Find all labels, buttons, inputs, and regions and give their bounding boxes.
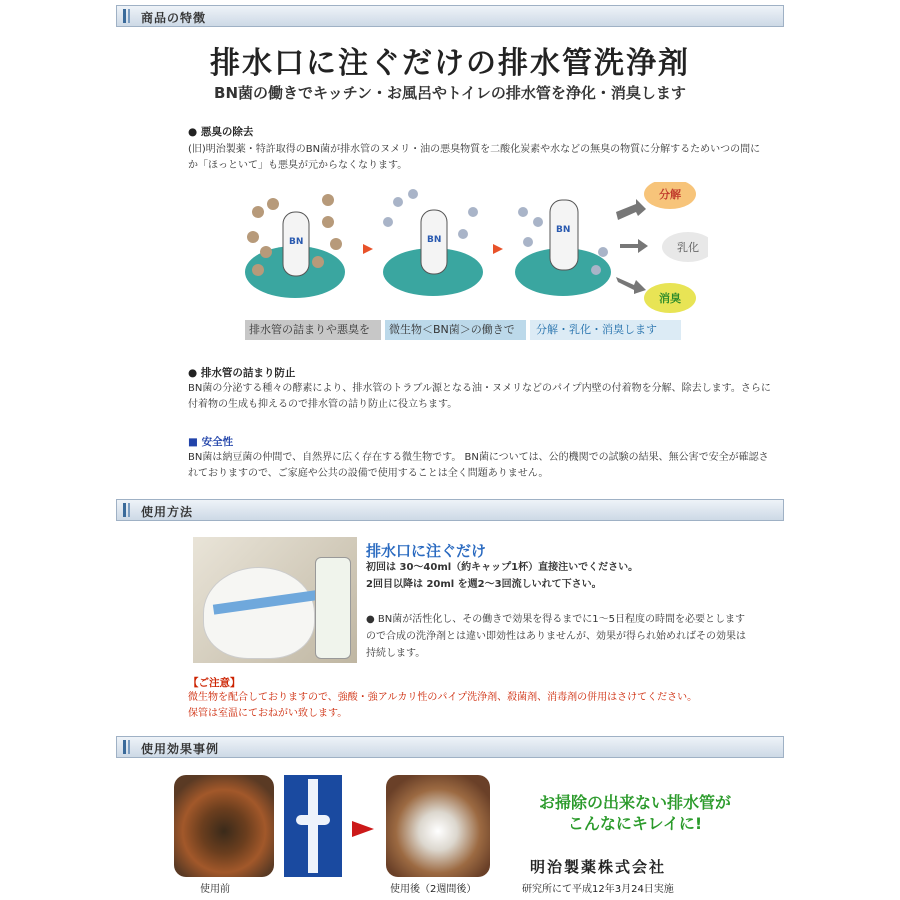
safety-heading: ■ 安全性 [188,436,234,448]
result-arrow-1 [616,199,646,220]
odor-text: (旧)明治製薬・特許取得のBN菌が排水管のヌメリ・油の悪臭物質を二酸化炭素や水などの無臭の物質に分解するためいつの間にか「ほっといて」も悪臭が元からなくなります。 [188,144,761,171]
usage-photo [193,537,357,663]
svg-text:BN: BN [556,225,571,235]
section-title: 使用方法 [141,505,194,519]
caution-line2: 保管は室温にておねがい致します。 [188,708,348,719]
flow-step-1: 排水管の詰まりや悪臭を [245,320,381,340]
arrow-2 [493,244,503,254]
pipe-after-photo [386,775,490,877]
flow-step-2: 微生物＜BN菌＞の働きで [385,320,526,340]
pipe-before-photo [174,775,274,877]
usage-line1: 初回は 30～40ml（約キャップ1杯）直接注いでください。 [366,562,639,573]
before-caption: 使用前 [200,884,230,895]
arrow-1 [363,244,373,254]
svg-text:BN: BN [289,237,304,247]
section-header-examples [116,736,784,758]
svg-text:消臭: 消臭 [659,292,681,305]
after-caption: 使用後（2週間後） [390,884,477,895]
svg-text:乳化: 乳化 [677,241,699,254]
caution-line1: 微生物を配合しておりますので、強酸・強アルカリ性のパイプ洗浄剤、殺菌剤、消毒剤の併用はさけてください。 [188,692,698,703]
usage-note: ● BN菌が活性化し、その働きで効果を得るまでに1～5日程度の時間を必要としますので合成の洗浄剤とは違い即効性はありませんが、効果が得られ始めればその効果は持続します。 [366,614,746,659]
bn-character-3 [550,200,578,270]
bn-diagram [238,182,708,322]
page-title: 排水口に注ぐだけの排水管洗浄剤 [210,46,690,81]
section-header-features [116,5,784,27]
svg-text:BN: BN [427,235,442,245]
product-bottle [315,557,351,659]
clog-text: BN菌の分泌する種々の酵素により、排水管のトラブル源となる油・ヌメリなどのパイプ内壁の付着物を分解、除去します。さらに 付着物の生成も抑えるので排水管の詰り防止に役立ちます。 [188,383,771,410]
flow-step-3: 分解・乳化・消臭します [530,320,681,340]
pipe-diagram-photo [284,775,342,877]
caution-heading: 【ご注意】 [188,677,241,689]
page-subtitle: BN菌の働きでキッチン・お風呂やトイレの排水管を浄化・消臭します [214,84,686,102]
research-caption: 研究所にて平成12年3月24日実施 [522,884,674,895]
usage-line2: 2回目以降は 20ml を週2～3回流しいれて下さい。 [366,579,602,590]
safety-text: BN菌は納豆菌の仲間で、自然界に広く存在する微生物です。 BN菌については、公的機関での試験の結果、無公害で安全が確認されておりますので、ご家庭や公共の設備で使用することは全く問題ありません。 [188,452,769,479]
result-arrow-3 [616,277,646,294]
odor-heading: ● 悪臭の除去 [188,126,254,138]
section-title: 商品の特徴 [141,11,207,25]
company-name: 明治製薬株式会社 [530,858,667,876]
slogan-line1: お掃除の出来ない排水管が [538,793,731,812]
slogan-line2: こんなにキレイに! [567,814,703,833]
before-after-arrow [352,821,374,837]
svg-text:分解: 分解 [659,188,681,201]
result-arrow-2 [620,239,648,253]
section-title: 使用効果事例 [141,742,220,756]
clog-heading: ● 排水管の詰まり防止 [188,367,296,379]
usage-title: 排水口に注ぐだけ [366,542,487,560]
section-header-usage [116,499,784,521]
